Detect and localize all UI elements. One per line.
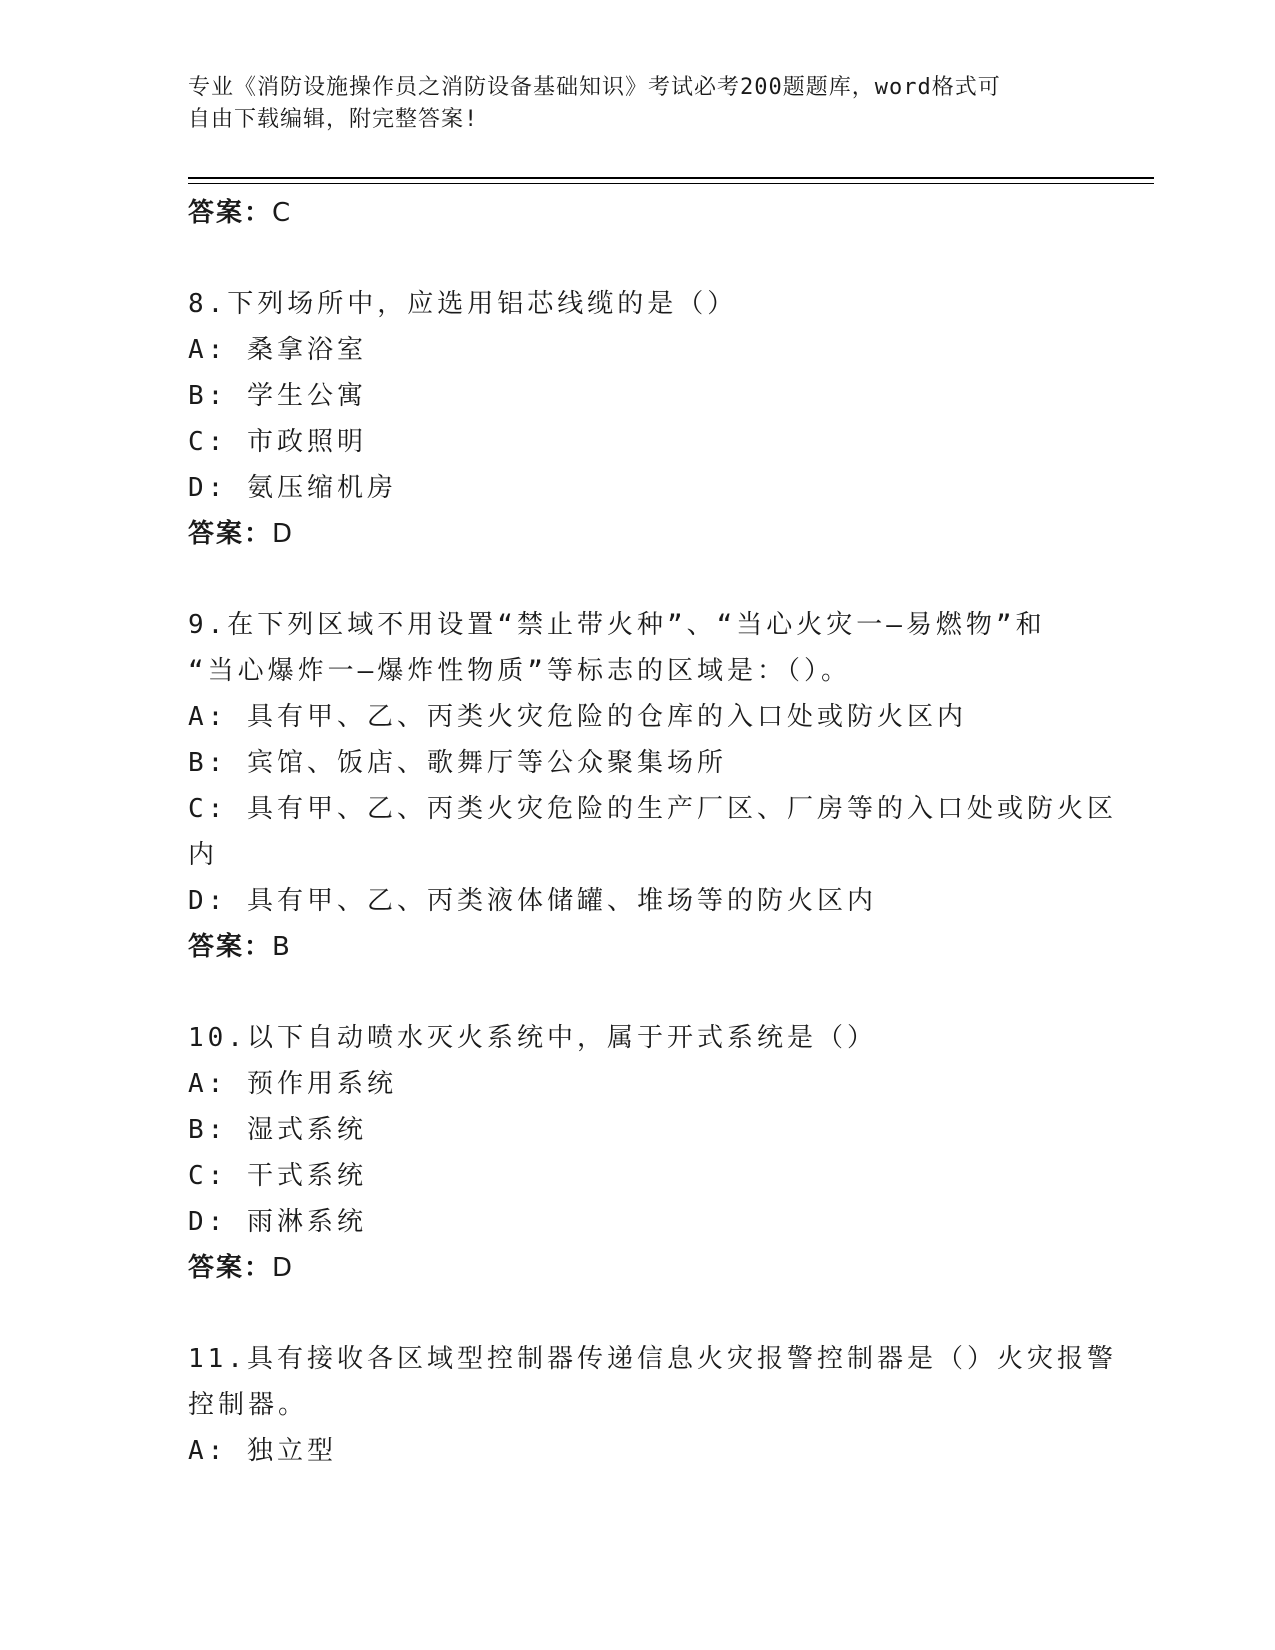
header-divider-thick bbox=[188, 177, 1154, 179]
question-text-line-1: 9.在下列区域不用设置“禁止带火种”、“当心火灾一—易燃物”和 bbox=[188, 610, 1046, 640]
answer bbox=[188, 924, 1088, 970]
document-header bbox=[188, 72, 1068, 136]
answer-value: C bbox=[272, 198, 293, 228]
option-b: B: 湿式系统 bbox=[188, 1115, 367, 1145]
question-text: 8.下列场所中，应选用铝芯线缆的是（） bbox=[188, 289, 738, 319]
question-9 bbox=[188, 602, 1117, 970]
option-c-line-1: C: 具有甲、乙、丙类火灾危险的生产厂区、厂房等的入口处或防火区 bbox=[188, 794, 1117, 824]
option-d: D: 氨压缩机房 bbox=[188, 473, 397, 503]
header-divider-thin bbox=[188, 183, 1154, 184]
question-8 bbox=[188, 281, 1088, 557]
question-text: 10.以下自动喷水灭火系统中，属于开式系统是（） bbox=[188, 1023, 877, 1053]
question-10 bbox=[188, 1015, 1088, 1291]
option-c-line-2: 内 bbox=[188, 840, 219, 870]
question-11 bbox=[188, 1336, 1117, 1474]
answer-label: 答案： bbox=[188, 1253, 273, 1283]
answer-label: 答案： bbox=[188, 198, 273, 228]
option-b: B: 宾馆、饭店、歌舞厅等公众聚集场所 bbox=[188, 748, 727, 778]
option-b: B: 学生公寓 bbox=[188, 381, 367, 411]
answer-label: 答案： bbox=[188, 932, 273, 962]
option-a: A: 桑拿浴室 bbox=[188, 335, 367, 365]
option-d: D: 雨淋系统 bbox=[188, 1207, 367, 1237]
answer bbox=[188, 1245, 1088, 1291]
option-c: C: 干式系统 bbox=[188, 1161, 367, 1191]
question-text-line-2: 控制器。 bbox=[188, 1390, 309, 1420]
answer-prev bbox=[188, 190, 1088, 236]
header-line-2: 自由下载编辑，附完整答案! bbox=[188, 107, 479, 132]
answer-value: D bbox=[272, 519, 295, 549]
answer-label: 答案： bbox=[188, 519, 273, 549]
option-d: D: 具有甲、乙、丙类液体储罐、堆场等的防火区内 bbox=[188, 886, 877, 916]
answer-value: D bbox=[272, 1253, 295, 1283]
option-c: C: 市政照明 bbox=[188, 427, 367, 457]
option-a: A: 预作用系统 bbox=[188, 1069, 397, 1099]
answer-value: B bbox=[272, 932, 292, 962]
question-text-line-2: “当心爆炸一—爆炸性物质”等标志的区域是：（）。 bbox=[188, 656, 851, 686]
question-content bbox=[188, 190, 1117, 1474]
header-line-1: 专业《消防设施操作员之消防设备基础知识》考试必考200题题库，word格式可 bbox=[188, 75, 1001, 100]
option-a: A: 独立型 bbox=[188, 1436, 337, 1466]
question-text-line-1: 11.具有接收各区域型控制器传递信息火灾报警控制器是（）火灾报警 bbox=[188, 1344, 1117, 1374]
answer bbox=[188, 511, 1088, 557]
option-a: A: 具有甲、乙、丙类火灾危险的仓库的入口处或防火区内 bbox=[188, 702, 967, 732]
